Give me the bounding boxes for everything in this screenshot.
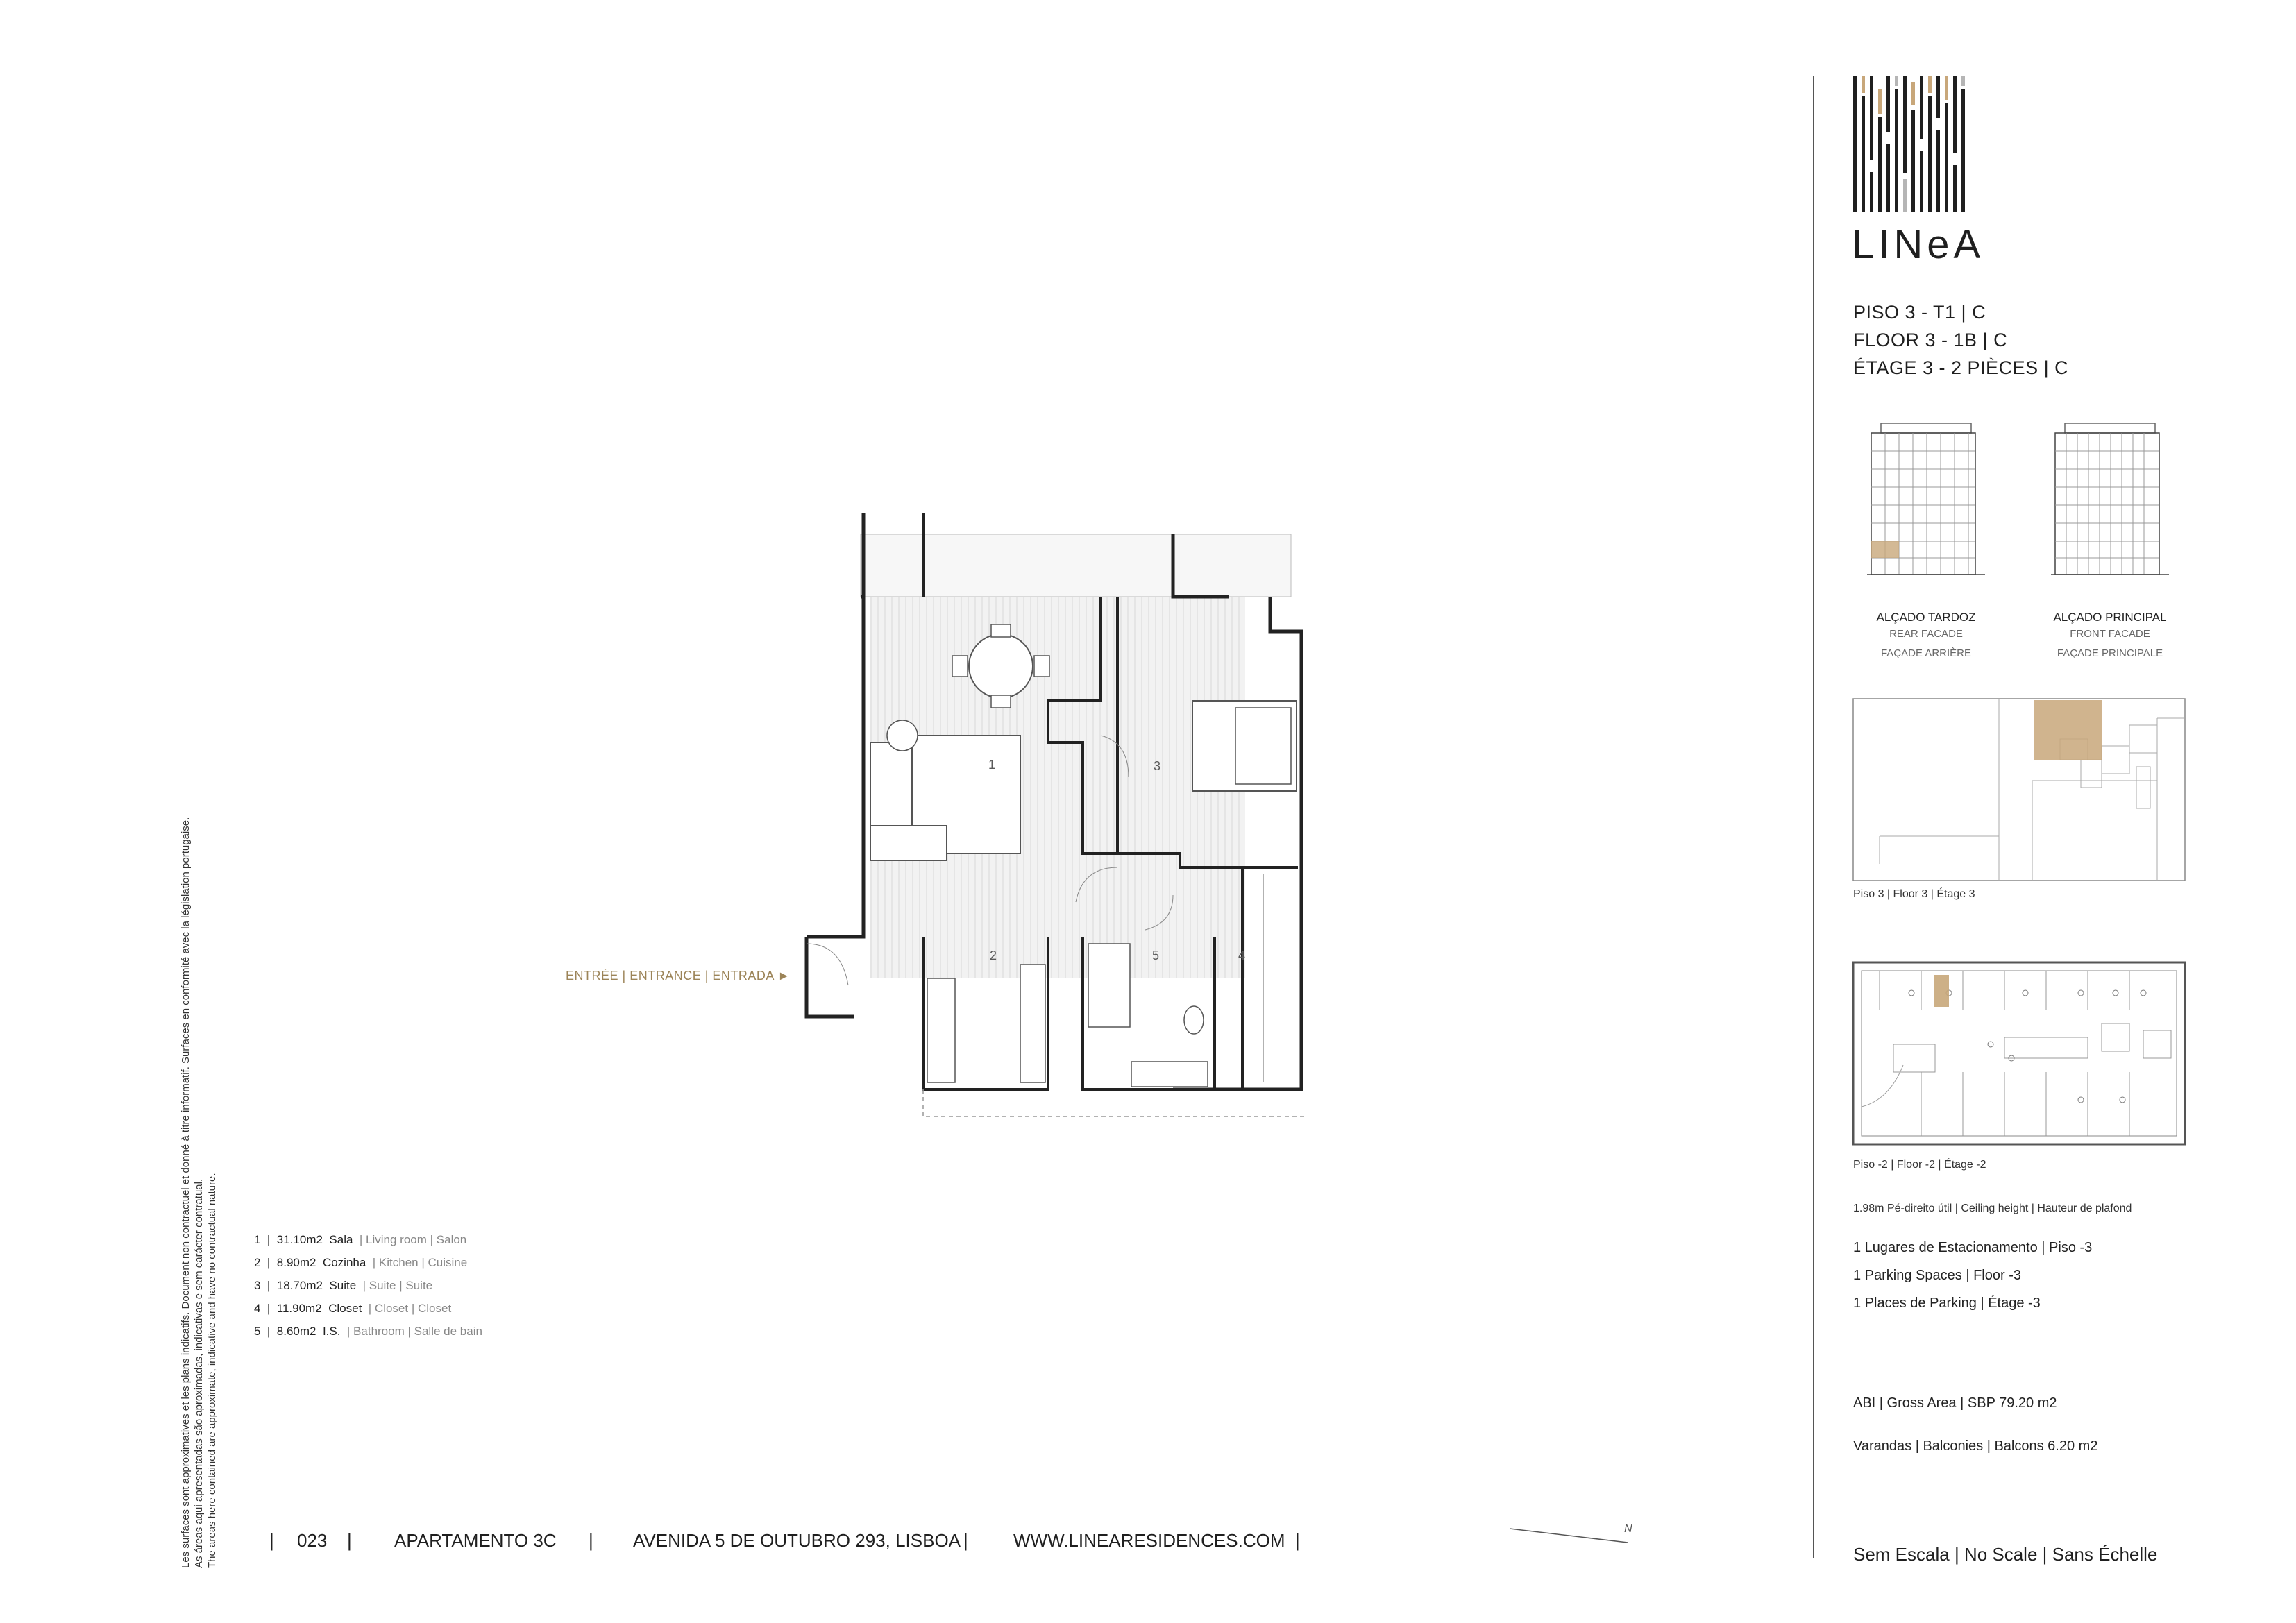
- room-label-1: 1: [988, 758, 996, 772]
- facade-front-fr: FAÇADE PRINCIPALE: [2057, 647, 2163, 659]
- disclaimer-fr: Les surfaces sont approximatives et les plans indicatifs. Document non contractuel et donné à titre informatif. Surfaces en conformité avec la législation portugaise.: [180, 817, 192, 1568]
- room-row: 4 | 11.90m2 Closet | Closet | Closet: [254, 1302, 452, 1315]
- room-label-4: 4: [1238, 949, 1246, 962]
- room-list: [254, 1228, 482, 1343]
- gross-area: ABI | Gross Area | SBP 79.20 m2: [1853, 1395, 2057, 1411]
- disclaimer-pt: As áreas aqui apresentadas são aproximadas, indicativas e sem carácter contratual.: [193, 1178, 205, 1568]
- unit-title-pt: PISO 3 - T1 | C: [1853, 302, 1986, 323]
- facade-rear-en: REAR FACADE: [1889, 628, 1963, 640]
- room-row: 3 | 18.70m2 Suite | Suite | Suite: [254, 1279, 433, 1292]
- north-arrow: [1510, 1523, 1641, 1551]
- ceiling-height: 1.98m Pé-direito útil | Ceiling height | Hauteur de plafond: [1853, 1203, 2132, 1214]
- north-label: N: [1624, 1523, 1632, 1535]
- parking-info-en: 1 Parking Spaces | Floor -3: [1853, 1268, 2021, 1283]
- scale-note: Sem Escala | No Scale | Sans Échelle: [1853, 1544, 2158, 1565]
- footer-bar: [269, 1530, 1310, 1558]
- footer-apartment: APARTAMENTO 3C: [394, 1530, 557, 1551]
- facade-front-labels: [2030, 611, 2190, 663]
- floor-plan-caption: Piso 3 | Floor 3 | Étage 3: [1853, 888, 1975, 900]
- facade-front-title: ALÇADO PRINCIPAL: [2053, 611, 2167, 624]
- entrance-label: ENTRÉE | ENTRANCE | ENTRADA ►: [566, 969, 791, 983]
- parking-plan-caption: Piso -2 | Floor -2 | Étage -2: [1853, 1159, 1986, 1171]
- room-label-5: 5: [1152, 949, 1160, 962]
- north-line-icon: [1510, 1523, 1641, 1551]
- footer-sep: |: [269, 1530, 274, 1551]
- footer-sep: |: [963, 1530, 968, 1551]
- facade-rear-drawing: [1867, 416, 1985, 583]
- apartment-floor-plan: [757, 507, 1326, 1117]
- room-label-3: 3: [1154, 759, 1161, 773]
- area-summary: [1853, 1388, 2097, 1461]
- footer-sep: |: [1295, 1530, 1300, 1551]
- facade-front-drawing: [2051, 416, 2169, 583]
- logo-bars-icon: [1852, 75, 1970, 214]
- brand-name: LINeA: [1852, 222, 1985, 267]
- parking-key-plan: [1852, 961, 2199, 1148]
- disclaimer-en: The areas here contained are approximate, indicative and have no contractual nature.: [206, 1173, 218, 1568]
- footer-sep: |: [347, 1530, 352, 1551]
- room-row: 1 | 31.10m2 Sala | Living room | Salon: [254, 1233, 467, 1246]
- brand-logo: [1852, 75, 1985, 267]
- room-row: 2 | 8.90m2 Cozinha | Kitchen | Cuisine: [254, 1256, 468, 1269]
- unit-title: [1853, 298, 2068, 382]
- facade-rear-fr: FAÇADE ARRIÈRE: [1880, 647, 1972, 659]
- floor-key-plan: [1852, 697, 2199, 883]
- room-row: 5 | 8.60m2 I.S. | Bathroom | Salle de bain: [254, 1325, 482, 1338]
- parking-info-fr: 1 Places de Parking | Étage -3: [1853, 1295, 2041, 1311]
- parking-info-pt: 1 Lugares de Estacionamento | Piso -3: [1853, 1240, 2093, 1255]
- footer-website[interactable]: WWW.LINEARESIDENCES.COM: [1013, 1530, 1285, 1551]
- legal-disclaimer: [179, 817, 219, 1568]
- facade-rear-title: ALÇADO TARDOZ: [1876, 611, 1976, 624]
- unit-title-fr: ÉTAGE 3 - 2 PIÈCES | C: [1853, 357, 2069, 378]
- facade-rear-labels: [1846, 611, 2006, 663]
- facade-front-en: FRONT FACADE: [2070, 628, 2150, 640]
- footer-address: AVENIDA 5 DE OUTUBRO 293, LISBOA: [633, 1530, 961, 1551]
- sidebar-divider: [1813, 76, 1814, 1558]
- room-label-2: 2: [990, 949, 997, 962]
- footer-page-number: 023: [297, 1530, 328, 1551]
- parking-info: [1853, 1234, 2092, 1317]
- balconies-area: Varandas | Balconies | Balcons 6.20 m2: [1853, 1438, 2098, 1454]
- unit-title-en: FLOOR 3 - 1B | C: [1853, 330, 2008, 350]
- footer-sep: |: [589, 1530, 593, 1551]
